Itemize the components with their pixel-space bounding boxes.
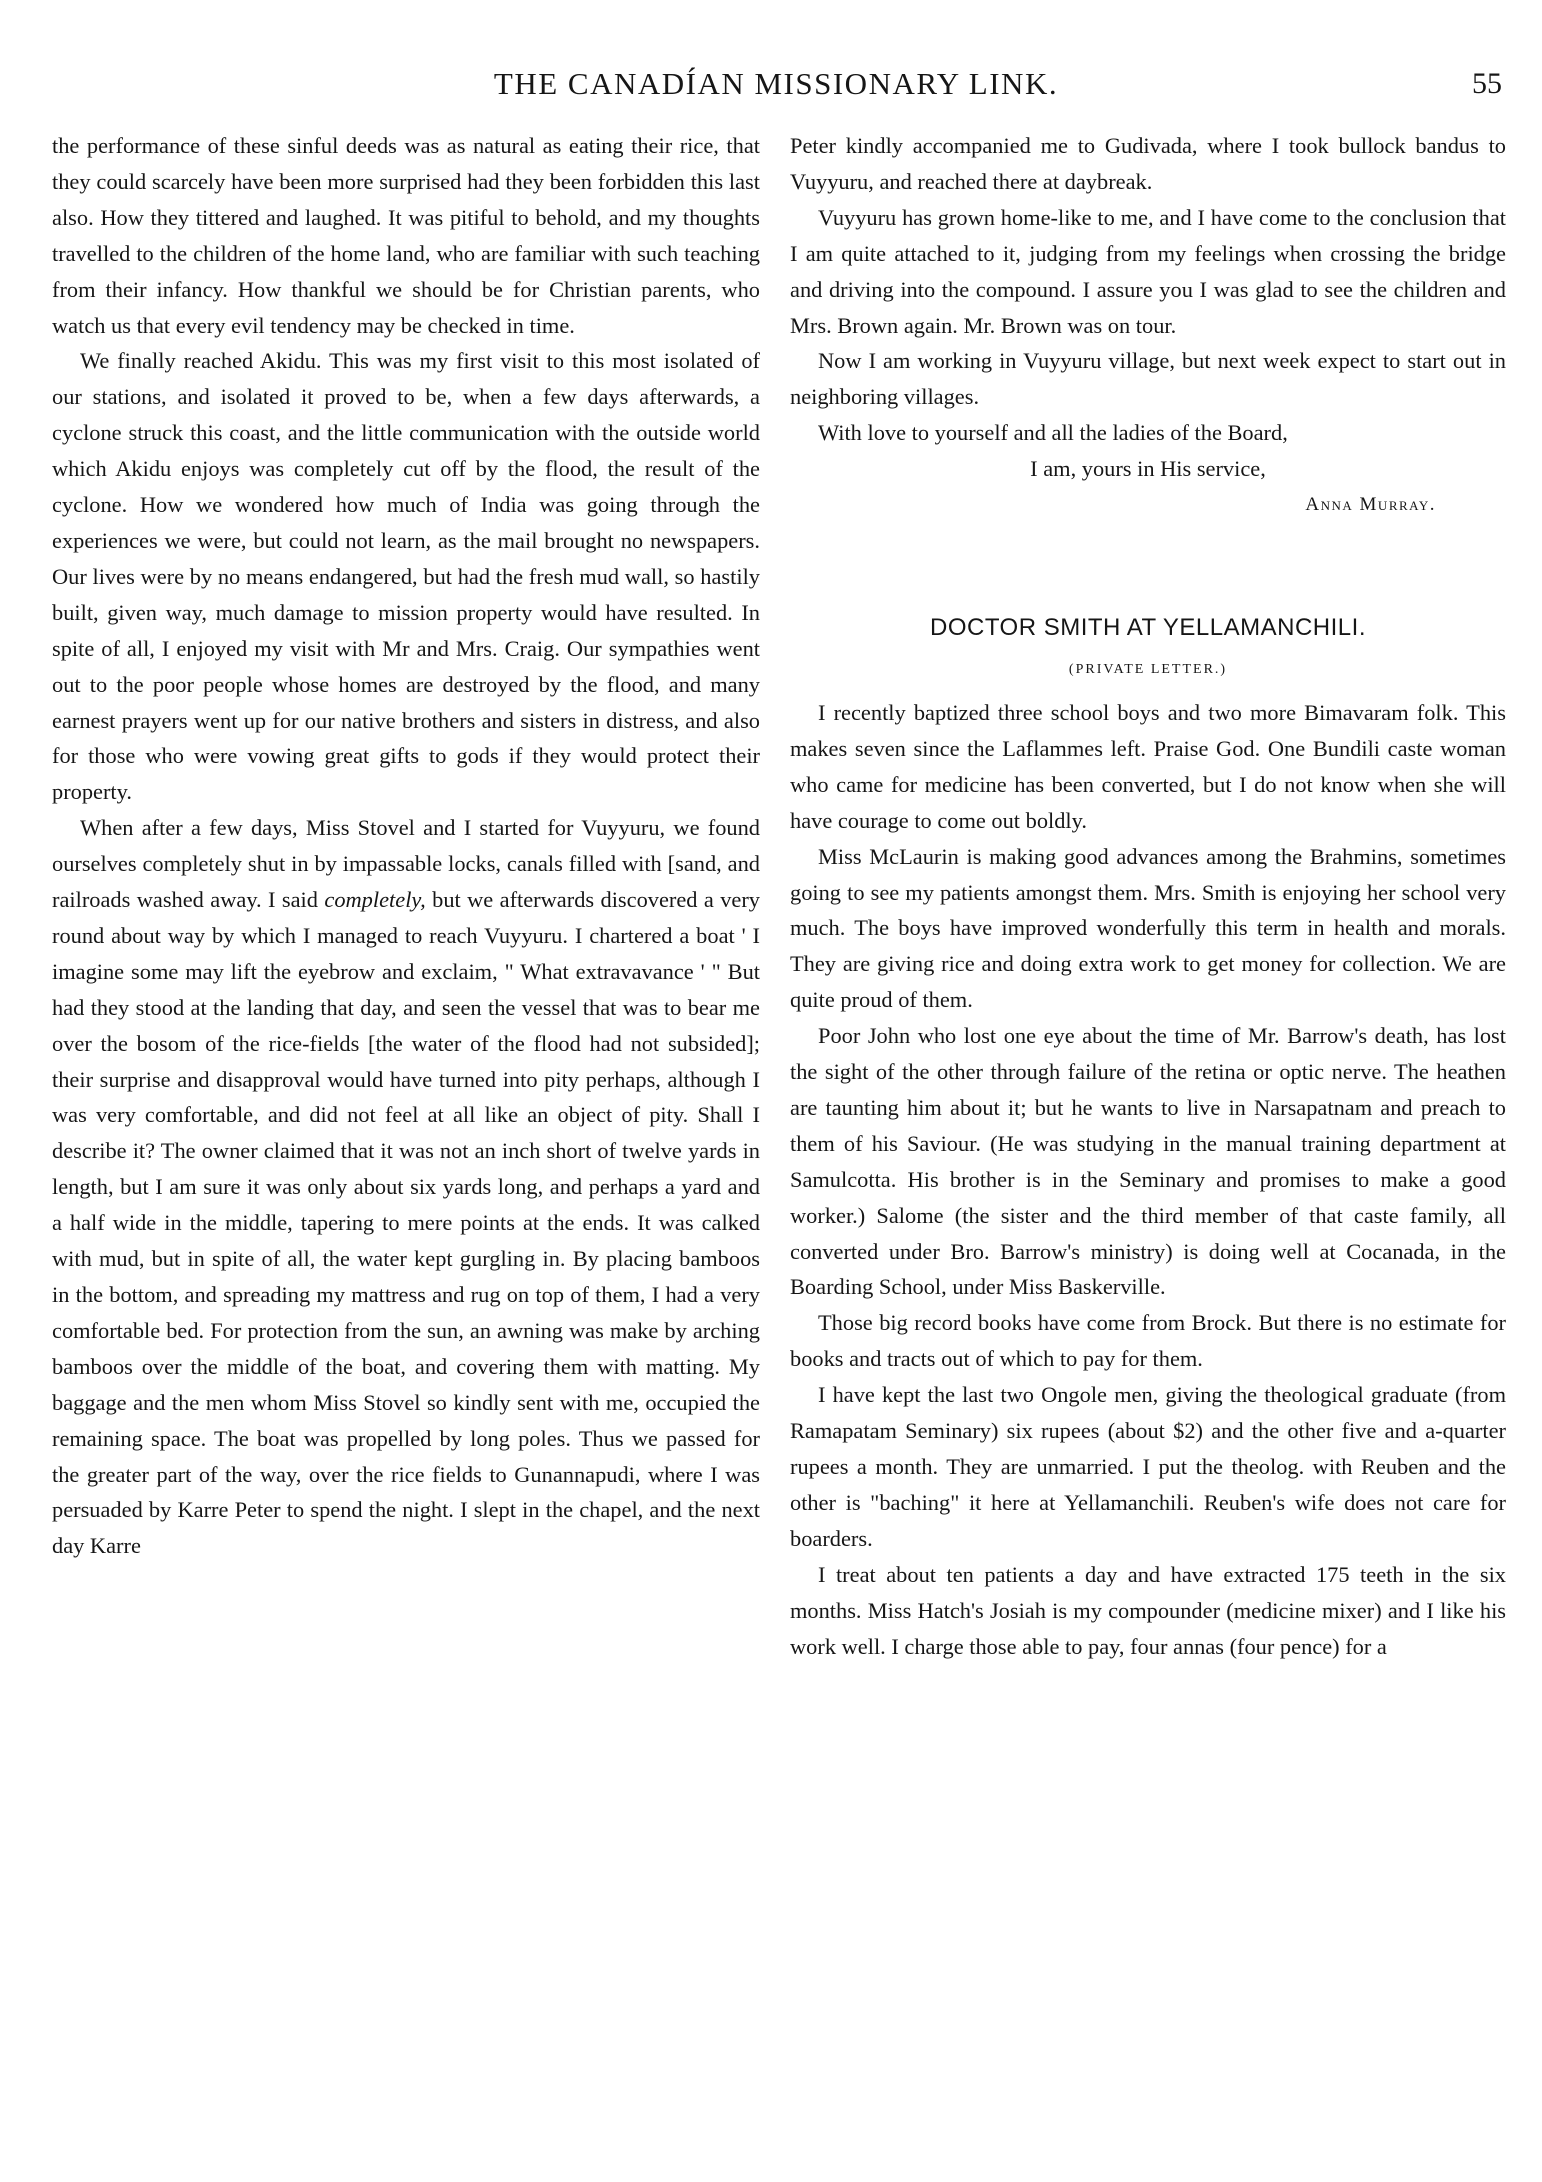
paragraph: the performance of these sinful deeds was as natural as eating their rice, that they could scarcely have been more surprised had they been forbidden this last also. How they tittered and laughed. It was pitiful to behold, and my thoughts travelled to the children of the home land, who are familiar with such teaching from their infancy. How thankful we should be for Christian parents, who watch us that every evil tendency may be checked in time. xyxy=(52,133,760,338)
right-column xyxy=(790,128,1506,1664)
paragraph: I have kept the last two Ongole men, giving the theological graduate (from Ramapatam Seminary) six rupees (about $2) and the other five and a-quarter rupees a month. They are unmarried. I put the theolog. with Reuben and the other is "baching" it here at Yellamanchili. Reuben's wife does not care for boarders. xyxy=(790,1382,1506,1551)
paragraph-text: When after a few days, Miss Stovel and I started for Vuyyuru, we found ourselves completely shut in by impassable locks, canals filled with [sand, and railroads washed away. I said xyxy=(52,815,760,913)
paragraph: Vuyyuru has grown home-like to me, and I have come to the conclusion that I am quite attached to it, judging from my feelings when crossing the bridge and driving into the compound. I assure you I was glad to see the children and Mrs. Brown again. Mr. Brown was on tour. xyxy=(790,204,1506,338)
page-header xyxy=(50,62,1502,112)
paragraph: Those big record books have come from Brock. But there is no estimate for books and tracts out of which to pay for them. xyxy=(790,1310,1506,1372)
left-column xyxy=(52,128,760,1564)
paragraph xyxy=(52,810,760,1564)
paragraph-text: but we afterwards discovered a very round about way by which I managed to reach Vuyyuru. I chartered a boat ' I imagine some may lift the eyebrow and exclaim, " What extravavance ' " But had they stood at the landing that day, and seen the vessel that was to bear me over the bosom of the rice-fields [the water of the flood had not subsided]; their surprise and disapproval would have turned into pity perhaps, although I was very comfortable, and did not feel at all like an object of pity. Shall I describe it? The owner claimed that it was not an inch short of twelve yards in length, but I am sure it was only about six yards long, and perhaps a yard and a half wide in the middle, tapering to mere points at the ends. It was calked with mud, but in spite of all, the water kept gurgling in. By placing bamboos in the bottom, and spreading my mattress and rug on top of them, I had a very comfortable bed. For protection from the sun, an awning was make by arching bamboos over the middle of the boat, and covering them with matting. My baggage and the men whom Miss Stovel so kindly sent with me, occupied the remaining space. The boat was propelled by long poles. Thus we passed for the greater part of the way, over the rice fields to Gunannapudi, where I was persuaded by Karre Peter to spend the night. I slept in the chapel, and the next day Karre xyxy=(52,887,760,1559)
paragraph: Now I am working in Vuyyuru village, but next week expect to start out in neighboring villages. xyxy=(790,348,1506,410)
paragraph: With love to yourself and all the ladies of the Board, xyxy=(818,420,1288,446)
paragraph: We finally reached Akidu. This was my first visit to this most isolated of our stations, and isolated it proved to be, when a few days afterwards, a cyclone struck this coast, and the little communication with the outside world which Akidu enjoys was completely cut off by the flood, the result of the cyclone. How we wondered how much of India was going through the experiences we were, but could not learn, as the mail brought no newspapers. Our lives were by no means endangered, but had the fresh mud wall, so hastily built, given way, much damage to mission property would have resulted. In spite of all, I enjoyed my visit with Mr and Mrs. Craig. Our sympathies went out to the poor people whose homes are destroyed by the flood, and many earnest prayers went up for our native brothers and sisters in distress, and also for those who were vowing great gifts to gods if they would protect their property. xyxy=(52,348,760,805)
paragraph: Peter kindly accompanied me to Gudivada, where I took bullock bandus to Vuyyuru, and reached there at daybreak. xyxy=(790,133,1506,194)
emphasized-word: completely, xyxy=(324,887,426,913)
paragraph: I recently baptized three school boys and two more Bimavaram folk. This makes seven since the Laflammes left. Praise God. One Bundili caste woman who came for medicine has been converted, but I do not know when she will have courage to come out boldly. xyxy=(790,699,1506,833)
article-title: DOCTOR SMITH AT YELLAMANCHILI. xyxy=(930,613,1366,641)
paragraph: I treat about ten patients a day and have extracted 175 teeth in the six months. Miss Hatch's Josiah is my compounder (medicine mixer) and I like his work well. I charge those able to pay, four annas (four pence) for a xyxy=(790,1561,1506,1659)
signature: Anna Murray. xyxy=(1305,494,1436,516)
article-subtitle: (PRIVATE LETTER.) xyxy=(1068,661,1228,677)
publication-title: THE CANADÍAN MISSIONARY LINK. xyxy=(493,66,1059,101)
paragraph: Miss McLaurin is making good advances among the Brahmins, sometimes going to see my patients amongst them. Mrs. Smith is enjoying her school very much. The boys have improved wonderfully this term in health and morals. They are giving rice and doing extra work to get money for collection. We are quite proud of them. xyxy=(790,843,1506,1013)
page-number: 55 xyxy=(1472,67,1502,100)
paragraph: Poor John who lost one eye about the time of Mr. Barrow's death, has lost the sight of the other through failure of the retina or optic nerve. The heathen are taunting him about it; but he wants to live in Narsapatnam and preach to them of his Saviour. (He was studying in the manual training department at Samulcotta. His brother is in the Seminary and promises to make a good worker.) Salome (the sister and the third member of that caste family, all converted under Bro. Barrow's ministry) is doing well at Cocanada, in the Boarding School, under Miss Baskerville. xyxy=(790,1023,1506,1300)
letter-closing: I am, yours in His service, xyxy=(1030,456,1266,482)
